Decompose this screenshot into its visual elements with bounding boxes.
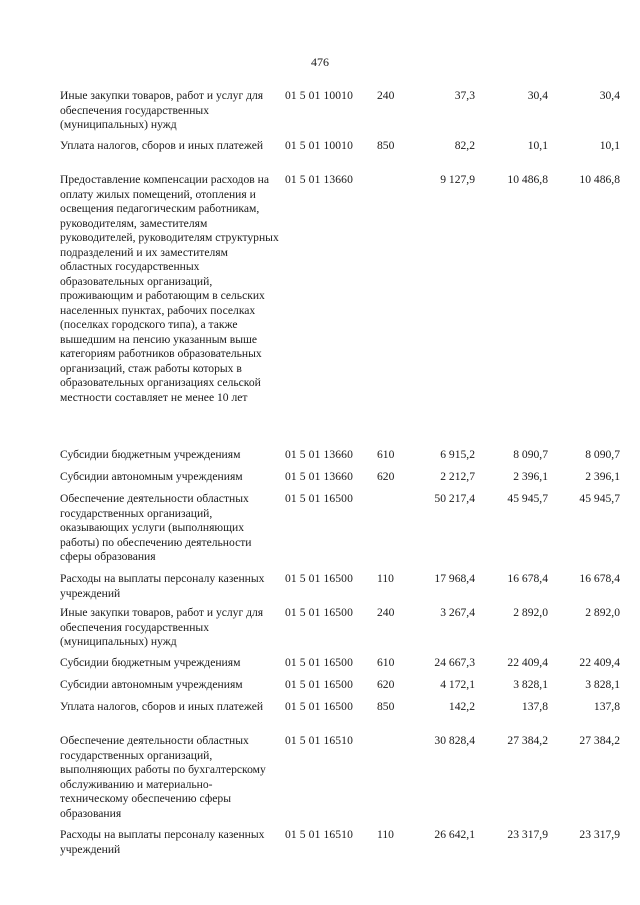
row-target-code: 01 5 01 16510 <box>285 734 353 747</box>
row-value-year-1: 6 915,2 <box>440 448 475 461</box>
row-target-code: 01 5 01 16500 <box>285 656 353 669</box>
row-value-year-1: 9 127,9 <box>440 173 475 186</box>
row-expense-type: 110 <box>377 828 394 841</box>
row-expense-type: 240 <box>377 606 395 619</box>
row-description: Субсидии автономным учреждениям <box>60 470 243 483</box>
row-value-year-2: 30,4 <box>527 89 548 102</box>
row-description: Иные закупки товаров, работ и услуг для обеспечения государственных (муниципальных) нужд <box>60 89 264 131</box>
row-target-code: 01 5 01 16500 <box>285 572 353 585</box>
table-row <box>60 89 620 139</box>
row-value-year-2: 10 486,8 <box>507 173 548 186</box>
row-description: Обеспечение деятельности областных государственных организаций, выполняющих работы по бухгалтерскому обслуживанию и материально-техническому обеспечению сферы образования <box>60 734 266 820</box>
row-value-year-1: 17 968,4 <box>434 572 475 585</box>
row-value-year-2: 22 409,4 <box>507 656 548 669</box>
row-target-code: 01 5 01 16500 <box>285 678 353 691</box>
table-row <box>60 470 620 492</box>
row-description: Субсидии бюджетным учреждениям <box>60 656 241 669</box>
row-target-code: 01 5 01 16500 <box>285 492 353 505</box>
row-value-year-2: 8 090,7 <box>513 448 548 461</box>
row-description: Предоставление компенсации расходов на оплату жилых помещений, отопления и освещения педагогическим работникам, руководителям, заместителям руководителей, руководителям структурных подразделений и их заместителям областных государственных образовательных организаций, проживающим и работающим в сельских населенных пунктах, рабочих поселках (поселках городского типа), а также вышедшим на пенсию указанным выше категориям работников образовательных организаций, стаж работы которых в образовательных организациях сельской местности составляет не менее 10 лет <box>60 173 279 404</box>
row-value-year-2: 23 317,9 <box>507 828 548 841</box>
row-value-year-3: 30,4 <box>599 89 620 102</box>
row-target-code: 01 5 01 16500 <box>285 700 353 713</box>
row-value-year-2: 137,8 <box>521 700 548 713</box>
budget-table <box>60 89 620 862</box>
row-value-year-1: 24 667,3 <box>434 656 475 669</box>
row-target-code: 01 5 01 13660 <box>285 448 353 461</box>
row-value-year-2: 45 945,7 <box>507 492 548 505</box>
table-row <box>60 678 620 700</box>
row-value-year-2: 27 384,2 <box>507 734 548 747</box>
row-value-year-3: 16 678,4 <box>579 572 620 585</box>
table-row <box>60 448 620 470</box>
row-description: Расходы на выплаты персоналу казенных учреждений <box>60 572 265 600</box>
row-value-year-3: 3 828,1 <box>585 678 620 691</box>
row-value-year-3: 10 486,8 <box>579 173 620 186</box>
row-target-code: 01 5 01 10010 <box>285 89 353 102</box>
row-value-year-2: 2 396,1 <box>513 470 548 483</box>
row-value-year-3: 22 409,4 <box>579 656 620 669</box>
row-value-year-1: 37,3 <box>454 89 475 102</box>
row-expense-type: 620 <box>377 678 395 691</box>
row-value-year-1: 30 828,4 <box>434 734 475 747</box>
row-target-code: 01 5 01 16510 <box>285 828 353 841</box>
row-target-code: 01 5 01 13660 <box>285 173 353 186</box>
table-row <box>60 492 620 572</box>
row-target-code: 01 5 01 16500 <box>285 606 353 619</box>
row-value-year-1: 4 172,1 <box>440 678 475 691</box>
row-value-year-1: 26 642,1 <box>434 828 475 841</box>
row-value-year-3: 10,1 <box>599 139 620 152</box>
row-value-year-1: 142,2 <box>448 700 475 713</box>
row-description: Субсидии бюджетным учреждениям <box>60 448 241 461</box>
row-description: Расходы на выплаты персоналу казенных учреждений <box>60 828 265 856</box>
row-value-year-3: 45 945,7 <box>579 492 620 505</box>
row-value-year-3: 23 317,9 <box>579 828 620 841</box>
row-description: Уплата налогов, сборов и иных платежей <box>60 700 264 713</box>
table-row <box>60 656 620 678</box>
row-value-year-3: 2 892,0 <box>585 606 620 619</box>
row-description: Обеспечение деятельности областных государственных организаций, оказывающих услуги (выполняющих работы) по обеспечению деятельности сферы образования <box>60 492 252 563</box>
row-target-code: 01 5 01 13660 <box>285 470 353 483</box>
row-expense-type: 850 <box>377 139 395 152</box>
row-expense-type: 240 <box>377 89 395 102</box>
row-value-year-1: 3 267,4 <box>440 606 475 619</box>
row-value-year-3: 8 090,7 <box>585 448 620 461</box>
table-row <box>60 173 620 448</box>
row-description: Иные закупки товаров, работ и услуг для обеспечения государственных (муниципальных) нужд <box>60 606 264 648</box>
row-value-year-2: 3 828,1 <box>513 678 548 691</box>
row-value-year-2: 10,1 <box>527 139 548 152</box>
row-expense-type: 610 <box>377 656 395 669</box>
row-value-year-3: 137,8 <box>593 700 620 713</box>
row-value-year-2: 2 892,0 <box>513 606 548 619</box>
row-expense-type: 110 <box>377 572 394 585</box>
table-row <box>60 139 620 173</box>
row-value-year-1: 2 212,7 <box>440 470 475 483</box>
row-value-year-1: 50 217,4 <box>434 492 475 505</box>
row-value-year-3: 2 396,1 <box>585 470 620 483</box>
row-description: Субсидии автономным учреждениям <box>60 678 243 691</box>
row-expense-type: 620 <box>377 470 395 483</box>
row-expense-type: 850 <box>377 700 395 713</box>
row-value-year-3: 27 384,2 <box>579 734 620 747</box>
table-row <box>60 828 620 862</box>
table-row <box>60 734 620 828</box>
row-value-year-2: 16 678,4 <box>507 572 548 585</box>
table-row <box>60 572 620 606</box>
table-row <box>60 700 620 734</box>
table-row <box>60 606 620 656</box>
row-target-code: 01 5 01 10010 <box>285 139 353 152</box>
page-number: 476 <box>311 55 329 69</box>
row-value-year-1: 82,2 <box>454 139 475 152</box>
row-expense-type: 610 <box>377 448 395 461</box>
row-description: Уплата налогов, сборов и иных платежей <box>60 139 264 152</box>
